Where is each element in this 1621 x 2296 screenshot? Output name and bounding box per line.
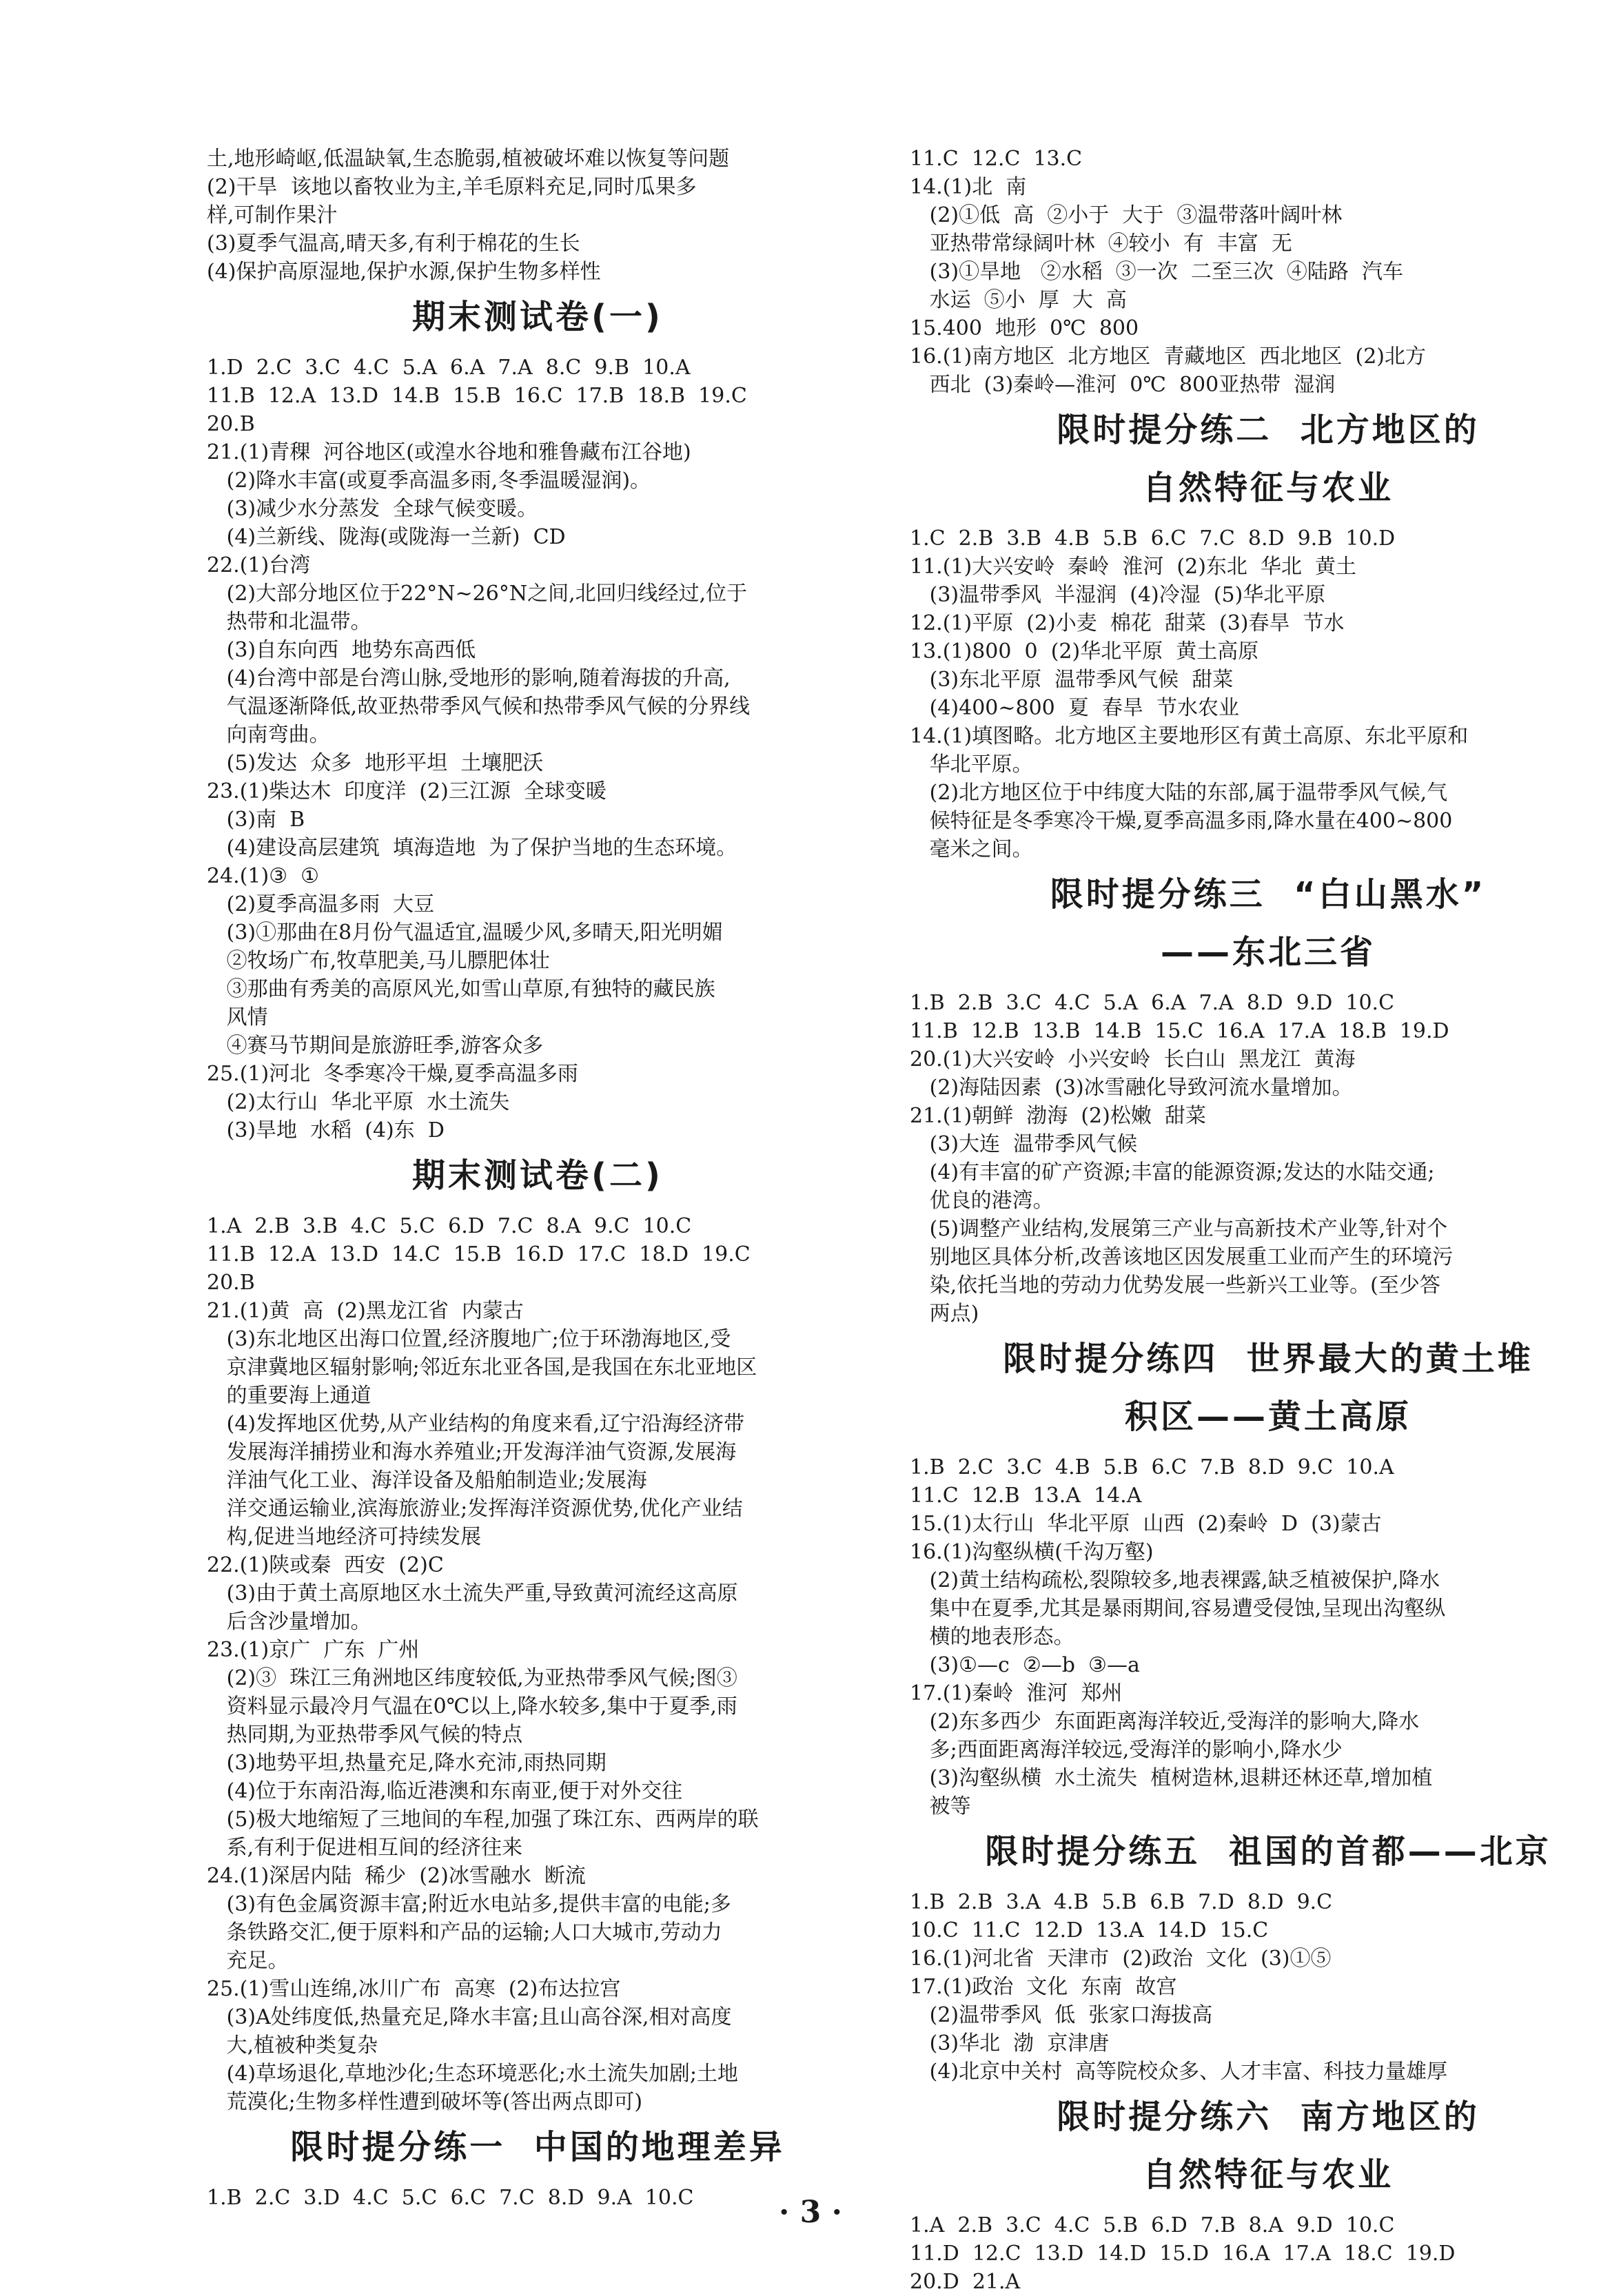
answer-line: 1.B 2.C 3.D 4.C 5.C 6.C 7.C 8.D 9.A 10.C xyxy=(207,2186,694,2210)
answer-line: 21.(1)青稞 河谷地区(或湟水谷地和雅鲁藏布江谷地) xyxy=(207,440,691,464)
answer-line: (2)海陆因素 (3)冰雪融化导致河流水量增加。 xyxy=(910,1076,1353,1100)
answer-line: 17.(1)秦岭 淮河 郑州 xyxy=(910,1681,1123,1705)
answer-line: (2)③ 珠江三角洲地区纬度较低,为亚热带季风气候;图③ xyxy=(207,1666,737,1690)
answer-line: (3)温带季风 半湿润 (4)冷湿 (5)华北平原 xyxy=(910,583,1326,607)
answer-line: 样,可制作果汁 xyxy=(207,203,338,227)
answer-line: 15.400 地形 0℃ 800 xyxy=(910,316,1139,340)
answer-line: (3)东北地区出海口位置,经济腹地广;位于环渤海地区,受 xyxy=(207,1327,731,1351)
answer-line: 1.A 2.B 3.C 4.C 5.B 6.D 7.B 8.A 9.D 10.C xyxy=(910,2213,1395,2237)
answer-line: 1.B 2.B 3.A 4.B 5.B 6.B 7.D 8.D 9.C xyxy=(910,1890,1333,1914)
answer-line: 热同期,为亚热带季风气候的特点 xyxy=(207,1723,523,1747)
answer-line: (4)位于东南沿海,临近港澳和东南亚,便于对外交往 xyxy=(207,1779,683,1803)
answer-line: 23.(1)柴达木 印度洋 (2)三江源 全球变暖 xyxy=(207,779,606,803)
section-heading: 期末测试卷(二) xyxy=(412,1156,663,1195)
section-heading: 自然特征与农业 xyxy=(1142,2155,1394,2194)
answer-line: 发展海洋捕捞业和海水养殖业;开发海洋油气资源,发展海 xyxy=(207,1440,737,1464)
answer-line: 多;西面距离海洋较远,受海洋的影响小,降水少 xyxy=(910,1738,1343,1762)
answer-line: 被等 xyxy=(910,1794,971,1818)
answer-line: 24.(1)③ ① xyxy=(207,864,320,888)
answer-line: (3)旱地 水稻 (4)东 D xyxy=(207,1118,445,1142)
answer-line: (5)极大地缩短了三地间的车程,加强了珠江东、西两岸的联 xyxy=(207,1807,759,1832)
answer-line: (4)草场退化,草地沙化;生态环境恶化;水土流失加剧;土地 xyxy=(207,2062,738,2086)
answer-line: (3)自东向西 地势东高西低 xyxy=(207,638,476,662)
answer-line: 构,促进当地经济可持续发展 xyxy=(207,1525,482,1549)
answer-line: 候特征是冬季寒冷干燥,夏季高温多雨,降水量在400~800 xyxy=(910,809,1453,833)
answer-line: (4)保护高原湿地,保护水源,保护生物多样性 xyxy=(207,260,601,284)
answer-line: 11.C 12.C 13.C xyxy=(910,147,1083,171)
answer-line: 大,植被种类复杂 xyxy=(207,2033,378,2058)
answer-line: (3)沟壑纵横 水土流失 植树造林,退耕还林还草,增加植 xyxy=(910,1766,1433,1790)
answer-line: (3)由于黄土高原地区水土流失严重,导致黄河流经这高原 xyxy=(207,1581,738,1606)
answer-line: 资料显示最冷月气温在0℃以上,降水较多,集中于夏季,雨 xyxy=(207,1694,737,1719)
answer-line: 毫米之间。 xyxy=(910,837,1033,861)
answer-line: (4)兰新线、陇海(或陇海一兰新) CD xyxy=(207,525,566,549)
section-heading: 积区——黄土高原 xyxy=(1124,1397,1411,1436)
answer-line: 20.(1)大兴安岭 小兴安岭 长白山 黑龙江 黄海 xyxy=(910,1047,1356,1072)
answer-line: 土,地形崎岖,低温缺氧,生态脆弱,植被破坏难以恢复等问题 xyxy=(207,147,730,171)
answer-line: (3)东北平原 温带季风气候 甜菜 xyxy=(910,668,1234,692)
answer-line: (3)①旱地 ②水稻 ③一次 二至三次 ④陆路 汽车 xyxy=(910,260,1404,284)
section-heading: 限时提分练三 “白山黑水” xyxy=(1050,875,1487,914)
answer-line: (4)有丰富的矿产资源;丰富的能源资源;发达的水陆交通; xyxy=(910,1160,1435,1185)
answer-line: 京津冀地区辐射影响;邻近东北亚各国,是我国在东北亚地区 xyxy=(207,1355,757,1380)
answer-line: (2)太行山 华北平原 水土流失 xyxy=(207,1090,510,1114)
answer-line: (3)有色金属资源丰富;附近水电站多,提供丰富的电能;多 xyxy=(207,1892,731,1916)
answer-line: 条铁路交汇,便于原料和产品的运输;人口大城市,劳动力 xyxy=(207,1920,722,1945)
answer-line: (5)调整产业结构,发展第三产业与高新技术产业等,针对个 xyxy=(910,1217,1448,1241)
section-heading: 自然特征与农业 xyxy=(1142,469,1394,507)
answer-line: (3)华北 渤 京津唐 xyxy=(910,2031,1110,2056)
answer-line: 优良的港湾。 xyxy=(910,1189,1054,1213)
answer-line: 14.(1)北 南 xyxy=(910,175,1027,199)
answer-line: (2)北方地区位于中纬度大陆的东部,属于温带季风气候,气 xyxy=(910,781,1448,805)
section-heading: 限时提分练一 中国的地理差异 xyxy=(290,2128,785,2166)
answer-line: 热带和北温带。 xyxy=(207,610,371,634)
answer-line: (5)发达 众多 地形平坦 土壤肥沃 xyxy=(207,751,544,775)
left-column xyxy=(207,145,868,2212)
answer-line: (3)①—c ②—b ③—a xyxy=(910,1653,1140,1677)
answer-line: 16.(1)南方地区 北方地区 青藏地区 西北地区 (2)北方 xyxy=(910,345,1426,369)
answer-line: 22.(1)陕或秦 西安 (2)C xyxy=(207,1553,444,1577)
section-heading: 限时提分练四 世界最大的黄土堆 xyxy=(1003,1340,1533,1378)
answer-line: 16.(1)沟壑纵横(千沟万壑) xyxy=(910,1540,1154,1564)
answer-line: 22.(1)台湾 xyxy=(207,553,311,577)
answer-line: 洋交通运输业,滨海旅游业;发挥海洋资源优势,优化产业结 xyxy=(207,1497,743,1521)
answer-line: ③那曲有秀美的高原风光,如雪山草原,有独特的藏民族 xyxy=(207,977,715,1001)
answer-line: 西北 (3)秦岭—淮河 0℃ 800亚热带 湿润 xyxy=(910,373,1336,397)
answer-line: 20.B xyxy=(207,1271,255,1295)
answer-line: 充足。 xyxy=(207,1949,289,1973)
answer-line: (2)东多西少 东面距离海洋较近,受海洋的影响大,降水 xyxy=(910,1710,1420,1734)
answer-line: (4)北京中关村 高等院校众多、人才丰富、科技力量雄厚 xyxy=(910,2060,1448,2084)
answer-line: 气温逐渐降低,故亚热带季风气候和热带季风气候的分界线 xyxy=(207,695,751,719)
answer-line: ②牧场广布,牧草肥美,马儿膘肥体壮 xyxy=(207,949,550,973)
answer-line: (2)①低 高 ②小于 大于 ③温带落叶阔叶林 xyxy=(910,203,1343,227)
answer-line: 11.B 12.A 13.D 14.C 15.B 16.D 17.C 18.D 19.C xyxy=(207,1242,751,1267)
answer-line: 1.B 2.B 3.C 4.C 5.A 6.A 7.A 8.D 9.D 10.C xyxy=(910,991,1395,1015)
answer-line: 11.B 12.A 13.D 14.B 15.B 16.C 17.B 18.B 19.C xyxy=(207,384,747,408)
answer-line: 1.B 2.C 3.C 4.B 5.B 6.C 7.B 8.D 9.C 10.A xyxy=(910,1455,1394,1479)
answer-line: 25.(1)雪山连绵,冰川广布 高寒 (2)布达拉宫 xyxy=(207,1977,621,2001)
answer-line: 的重要海上通道 xyxy=(207,1384,371,1408)
answer-line: (3)南 B xyxy=(207,808,305,832)
answer-line: 13.(1)800 0 (2)华北平原 黄土高原 xyxy=(910,639,1259,664)
right-column xyxy=(910,145,1621,2296)
section-heading: 期末测试卷(一) xyxy=(412,298,663,336)
section-heading: 限时提分练六 南方地区的 xyxy=(1057,2098,1480,2136)
answer-line: 向南弯曲。 xyxy=(207,723,330,747)
answer-line: 12.(1)平原 (2)小麦 棉花 甜菜 (3)春旱 节水 xyxy=(910,611,1345,635)
answer-line: 别地区具体分析,改善该地区因发展重工业而产生的环境污 xyxy=(910,1245,1454,1269)
answer-line: ④赛马节期间是旅游旺季,游客众多 xyxy=(207,1034,544,1058)
answer-line: 华北平原。 xyxy=(910,752,1033,777)
answer-line: 横的地表形态。 xyxy=(910,1625,1074,1649)
answer-line: (3)减少水分蒸发 全球气候变暖。 xyxy=(207,497,538,521)
answer-line: (2)温带季风 低 张家口海拔高 xyxy=(910,2003,1213,2027)
answer-line: 11.C 12.B 13.A 14.A xyxy=(910,1484,1142,1508)
answer-line: 荒漠化;生物多样性遭到破坏等(答出两点即可) xyxy=(207,2090,643,2114)
answer-line: 14.(1)填图略。北方地区主要地形区有黄土高原、东北平原和 xyxy=(910,724,1469,748)
answer-line: (2)夏季高温多雨 大豆 xyxy=(207,892,435,916)
answer-line: (2)干旱 该地以畜牧业为主,羊毛原料充足,同时瓜果多 xyxy=(207,175,697,199)
answer-line: (3)A处纬度低,热量充足,降水丰富;且山高谷深,相对高度 xyxy=(207,2005,732,2029)
answer-line: 20.D 21.A xyxy=(910,2270,1021,2294)
answer-line: 10.C 11.C 12.D 13.A 14.D 15.C xyxy=(910,1918,1269,1943)
answer-line: 11.B 12.B 13.B 14.B 15.C 16.A 17.A 18.B 19.D xyxy=(910,1019,1449,1043)
answer-line: 1.C 2.B 3.B 4.B 5.B 6.C 7.C 8.D 9.B 10.D xyxy=(910,526,1396,551)
answer-line: (4)发挥地区优势,从产业结构的角度来看,辽宁沿海经济带 xyxy=(207,1412,745,1436)
section-heading: ——东北三省 xyxy=(1160,933,1376,972)
answer-line: (3)①那曲在8月份气温适宜,温暖少风,多晴天,阳光明媚 xyxy=(207,921,723,945)
answer-line: 两点) xyxy=(910,1302,979,1326)
answer-line: (2)降水丰富(或夏季高温多雨,冬季温暖湿润)。 xyxy=(207,469,651,493)
section-heading: 限时提分练二 北方地区的 xyxy=(1057,411,1480,449)
answer-line: (2)黄土结构疏松,裂隙较多,地表裸露,缺乏植被保护,降水 xyxy=(910,1568,1440,1592)
answer-line: (3)地势平坦,热量充足,降水充沛,雨热同期 xyxy=(207,1751,606,1775)
answer-line: 系,有利于促进相互间的经济往来 xyxy=(207,1836,523,1860)
answer-line: 11.D 12.C 13.D 14.D 15.D 16.A 17.A 18.C 19.D xyxy=(910,2242,1456,2266)
section-heading: 限时提分练五 祖国的首都——北京 xyxy=(985,1832,1551,1871)
answer-line: 24.(1)深居内陆 稀少 (2)冰雪融水 断流 xyxy=(207,1864,586,1888)
answer-line: (4)台湾中部是台湾山脉,受地形的影响,随着海拔的升高, xyxy=(207,666,731,690)
answer-line: 1.D 2.C 3.C 4.C 5.A 6.A 7.A 8.C 9.B 10.A xyxy=(207,356,691,380)
answer-line: 水运 ⑤小 厚 大 高 xyxy=(910,288,1127,312)
answer-line: 17.(1)政治 文化 东南 故宫 xyxy=(910,1975,1177,1999)
answer-line: 洋油气化工业、海洋设备及船舶制造业;发展海 xyxy=(207,1468,647,1493)
answer-line: 21.(1)朝鲜 渤海 (2)松嫩 甜菜 xyxy=(910,1104,1206,1128)
answer-line: 21.(1)黄 高 (2)黑龙江省 内蒙古 xyxy=(207,1299,524,1323)
answer-line: 23.(1)京广 广东 广州 xyxy=(207,1638,420,1662)
answer-line: (3)大连 温带季风气候 xyxy=(910,1132,1138,1156)
answer-line: 亚热带常绿阔叶林 ④较小 有 丰富 无 xyxy=(910,232,1292,256)
answer-line: 后含沙量增加。 xyxy=(207,1610,371,1634)
answer-line: 15.(1)太行山 华北平原 山西 (2)秦岭 D (3)蒙古 xyxy=(910,1512,1382,1536)
answer-line: 20.B xyxy=(207,412,255,436)
answer-line: (3)夏季气温高,晴天多,有利于棉花的生长 xyxy=(207,232,580,256)
answer-line: 风情 xyxy=(207,1005,268,1029)
answer-line: (4)建设高层建筑 填海造地 为了保护当地的生态环境。 xyxy=(207,836,737,860)
answer-line: (4)400~800 夏 春旱 节水农业 xyxy=(910,696,1239,720)
answer-line: 1.A 2.B 3.B 4.C 5.C 6.D 7.C 8.A 9.C 10.C xyxy=(207,1214,692,1238)
answer-line: 集中在夏季,尤其是暴雨期间,容易遭受侵蚀,呈现出沟壑纵 xyxy=(910,1597,1446,1621)
answer-line: 染,依托当地的劳动力优势发展一些新兴工业等。(至少答 xyxy=(910,1273,1440,1298)
page-number: · 3 · xyxy=(779,2195,842,2230)
answer-line: 16.(1)河北省 天津市 (2)政治 文化 (3)①⑤ xyxy=(910,1947,1332,1971)
answer-line: 25.(1)河北 冬季寒冷干燥,夏季高温多雨 xyxy=(207,1062,578,1086)
answer-line: (2)大部分地区位于22°N~26°N之间,北回归线经过,位于 xyxy=(207,582,748,606)
answer-line: 11.(1)大兴安岭 秦岭 淮河 (2)东北 华北 黄土 xyxy=(910,555,1357,579)
